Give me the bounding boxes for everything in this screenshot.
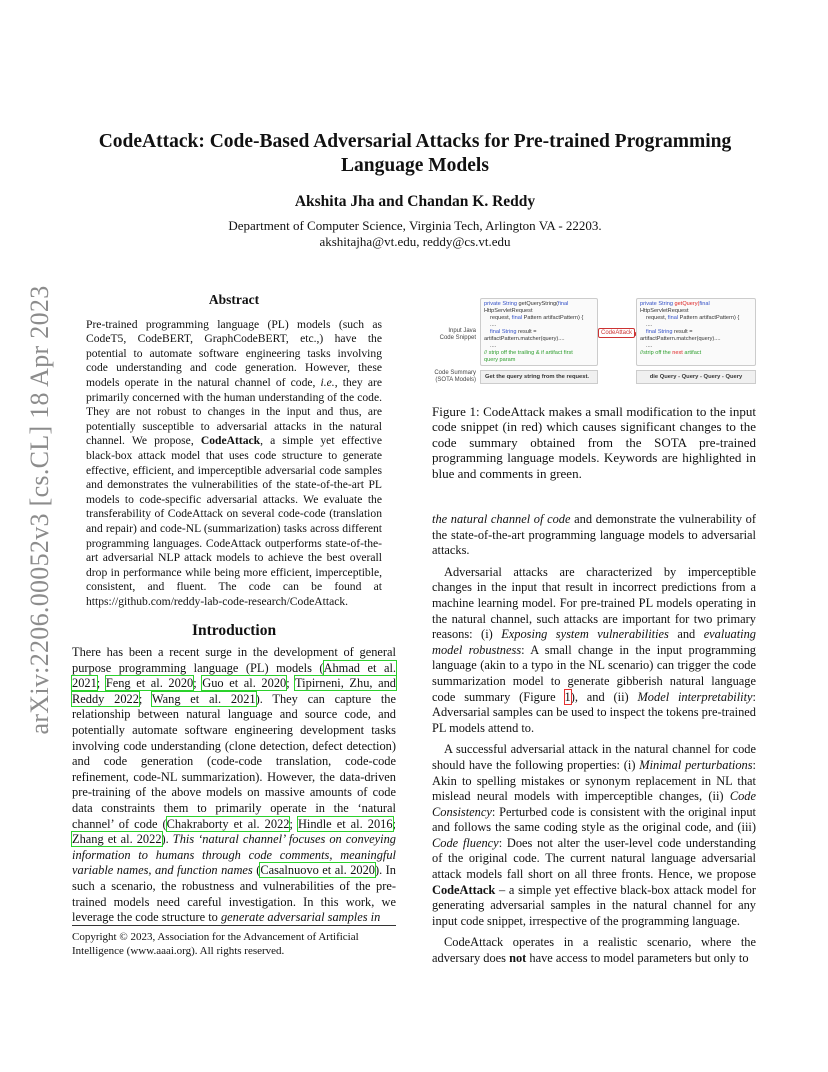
left-column <box>72 292 396 926</box>
code-text: getQueryString( <box>518 301 559 307</box>
intro-paragraph: There has been a recent surge in the development of general purpose programming language (PL) models (Ahmad et al. 2021; Feng et al. 2020; Guo et al. 2020; Tipirneni, Zhu, and Reddy 2022; Wang et al. 2021). They can capture the relationship between natural language and source code, and potentially automate software engineering development tasks involving code understanding (clone detection, defect detection) and code generation (code-code translation, code-code refinement, code-NL summarization). However, the data-driven pre-training of the above models on massive amounts of code data constraints them to primarily operate in the ‘natural channel’ of code (Chakraborty et al. 2022; Hindle et al. 2016; Zhang et al. 2022). This ‘natural channel’ focuses on conveying information to humans through code comments, meaningful variable names, and function names (Casalnuovo et al. 2020). In such a scenario, the robustness and vulnerabilities of the pre-trained models need careful investigation. In this work, we leverage the code structure to generate adversarial samples in <box>72 645 397 925</box>
paragraph-text: have access to model parameters but only to <box>526 951 749 966</box>
input-code-label <box>432 328 476 342</box>
paragraph-text: ), and (ii) <box>570 689 638 704</box>
abstract-ie: i.e. <box>320 375 335 389</box>
code-line: .... <box>490 343 497 349</box>
original-code-box <box>480 298 598 366</box>
code-text: request, <box>490 315 512 321</box>
author-affiliation <box>70 218 760 250</box>
paragraph-text: CodeAttack operates in a realistic scenario, where the adversary does <box>432 935 756 966</box>
paper-title <box>70 130 760 178</box>
codeattack-badge: CodeAttack <box>598 328 635 338</box>
italic-phrase: Code fluency <box>432 835 499 850</box>
italic-phrase: Minimal perturbations <box>639 757 753 772</box>
paragraph-text: : Does not alter the user-level code understanding of the original code. The current natural language adversarial attack models fall short on all three fronts. Hence, we propose <box>432 835 757 882</box>
summary-label <box>432 370 476 384</box>
comment-text: artifact <box>682 350 702 356</box>
code-line <box>640 329 752 336</box>
citation-link[interactable]: Hindle et al. 2016 <box>297 816 393 831</box>
input-label-line-1: Input Java <box>448 328 476 334</box>
code-text: result = <box>672 329 693 335</box>
intro-italic-2: generate adversarial samples in <box>220 910 381 925</box>
title-line-2: Language Models <box>341 155 489 176</box>
code-line: artifactPattern.matcher(query).... <box>484 336 565 342</box>
italic-phrase: Code Consistency <box>432 789 756 819</box>
citation-link[interactable]: Feng et al. 2020 <box>105 676 194 691</box>
continued-paragraph <box>432 512 756 559</box>
keyword: final <box>667 315 679 321</box>
citation-link[interactable]: Tipirneni, Zhu, and Reddy 2022 <box>72 676 396 706</box>
code-line <box>484 329 594 336</box>
keyword: final <box>511 315 523 321</box>
abstract-text-2: , they are primarily concerned with the human understanding of the code. They are not robust to changes in the input and thus, are potentially susceptible to adversarial attacks in the natural channel. We propose, <box>86 375 382 448</box>
summary-label-line-2: (SOTA Models) <box>435 377 476 383</box>
code-comment: // strip off the trailing & if artifact first <box>484 350 573 356</box>
italic-phrase: Exposing system vulnerabilities <box>501 627 669 642</box>
abstract-heading: Abstract <box>208 292 260 307</box>
italic-phrase: the natural channel of code <box>432 512 571 526</box>
keyword: final <box>646 329 657 335</box>
code-line <box>640 315 752 322</box>
intro-italic-1: This ‘natural channel’ focuses on conveying information to humans through code comments, meaningful variable names, and function names <box>72 832 396 878</box>
keyword: String <box>657 329 673 335</box>
keyword: private <box>484 301 501 307</box>
intro-text-3: ). <box>161 832 173 847</box>
paragraph-text: – a simple yet effective black-box attack model for generating adversarial samples in the natural channel for any input code snippet, irrespective of the programming language. <box>432 882 756 928</box>
code-text: result = <box>516 329 537 335</box>
code-text: request, <box>646 315 668 321</box>
code-line <box>484 301 594 308</box>
abstract-method-name: CodeAttack <box>200 434 261 448</box>
paragraph-text: : Adversarial samples can be used to inspect the tokens pre-trained PL models attend to. <box>432 689 756 735</box>
keyword: String <box>658 301 673 307</box>
keyword: private <box>640 301 657 307</box>
citation-link[interactable]: Wang et al. 2021 <box>151 691 256 706</box>
citation-link[interactable]: Zhang et al. 2022 <box>72 832 162 847</box>
author-emails: akshitajha@vt.edu, reddy@cs.vt.edu <box>319 234 511 249</box>
paragraph-text: : Akin to spelling mistakes or synonym replacement in NL that mislead neural models with imperceptible changes, (ii) <box>432 757 756 804</box>
citation-link[interactable]: Guo et al. 2020 <box>202 676 287 691</box>
properties-paragraph <box>432 742 756 929</box>
adversarial-code-box <box>636 298 756 366</box>
code-line: HttpServletRequest <box>640 308 689 314</box>
title-line-1: CodeAttack: Code-Based Adversarial Attacks for Pre-trained Programming <box>98 131 732 152</box>
attacks-paragraph <box>432 565 756 737</box>
figure-1-caption: Figure 1: CodeAttack makes a small modification to the input code snippet (in red) which causes significant changes to the code summary obtained from the SOTA pre-trained programming language models. Keywords are highlighted in blue and comments in green. <box>432 404 756 481</box>
intro-text-1: There has been a recent surge in the development of general purpose programming language (PL) models ( <box>72 645 396 675</box>
code-line: HttpServletRequest <box>484 308 533 314</box>
introduction-heading: Introduction <box>191 622 277 640</box>
abstract-text-3: , a simple yet effective black-box attack model that uses code structure to generate effective, efficient, and imperceptible adversarial code samples and demonstrates the vulnerabilities of the state-of-the-art PL models to code-specific adversarial attacks. We evaluate the transferability of CodeAttack on several code-code (translation and repair) and code-NL (summarization) tasks across different programming languages. CodeAttack outperforms state-of-the-art adversarial NLP attack models to achieve the best overall drop in performance while being more efficient, imperceptible, consistent, and fluent. The code can be found at https://github.com/reddy-lab-code-research/CodeAttack. <box>86 434 382 608</box>
affiliation-line: Department of Computer Science, Virginia Tech, Arlington VA - 22203. <box>228 218 602 233</box>
code-comment: query param <box>484 357 516 363</box>
copyright-footnote: Copyright © 2023, Association for the Advancement of Artificial Intelligence (www.aaai.org). All rights reserved. <box>72 925 396 958</box>
code-line <box>484 315 594 322</box>
original-summary: Get the query string from the request. <box>480 370 598 384</box>
summary-label-line-1: Code Summary <box>434 370 476 376</box>
code-comment <box>640 350 752 357</box>
keyword: String <box>501 329 517 335</box>
code-text: Pattern artifactPattern) { <box>522 315 584 321</box>
perturbed-token: getQuery( <box>674 301 700 307</box>
keyword: final <box>490 329 501 335</box>
figure-reference-link[interactable]: 1 <box>564 689 571 704</box>
code-line: .... <box>646 322 653 328</box>
paragraph-text: and <box>668 627 704 642</box>
paper-authors: Akshita Jha and Chandan K. Reddy <box>294 193 536 210</box>
citation-link[interactable]: Chakraborty et al. 2022 <box>166 816 290 831</box>
figure-1 <box>432 296 756 388</box>
bold-phrase: CodeAttack <box>432 882 496 897</box>
input-label-line-2: Code Snippet <box>439 335 476 341</box>
paragraph-text: A successful adversarial attack in the natural channel for code should have the following properties: (i) <box>432 742 756 772</box>
citation-link[interactable]: Casalnuovo et al. 2020 <box>260 863 375 878</box>
italic-phrase: Model interpretability <box>637 689 753 704</box>
code-line: .... <box>490 322 497 328</box>
right-column <box>432 512 756 967</box>
paragraph-text: Adversarial attacks are characterized by imperceptible changes in the input that result in incorrect predictions from a machine learning model. For pre-trained PL models operating in the natural channel, such attacks are important for two primary reasons: (i) <box>432 564 756 642</box>
paragraph-text: : A small change in the input programming language (akin to a typo in the NL scenario) can trigger the code summarization model to generate gibberish natural language code summary (Figure <box>432 642 757 704</box>
comment-text: //strip off the <box>640 350 673 356</box>
scenario-paragraph <box>432 935 756 966</box>
bold-phrase: not <box>509 951 527 966</box>
arxiv-identifier: arXiv:2206.00052v3 [cs.CL] 18 Apr 2023 <box>25 285 54 735</box>
intro-text-4: ). In such a scenario, the robustness and vulnerabilities of the pre-trained models need careful investigation. In this work, we leverage the code structure to <box>72 863 397 925</box>
abstract-body <box>86 318 382 610</box>
code-line <box>640 301 752 308</box>
abstract-text-1: Pre-trained programming language (PL) models (such as CodeT5, CodeBERT, GraphCodeBERT, etc.,) have the potential to automate software engineering tasks involving code understanding and code generation. However, these models operate in the natural channel of code, <box>86 317 382 389</box>
keyword: String <box>502 301 517 307</box>
adversarial-summary: die Query - Query - Query - Query <box>636 370 756 384</box>
paragraph-text: : Perturbed code is consistent with the original input and follows the same coding style as the original code, and (iii) <box>432 804 756 835</box>
code-line: artifactPattern.matcher(query).... <box>640 336 721 342</box>
code-text: Pattern artifactPattern) { <box>678 315 740 321</box>
arxiv-stamp <box>20 280 60 740</box>
italic-phrase: evaluating model robustness <box>432 627 756 657</box>
code-line: .... <box>646 343 653 349</box>
paragraph-text: and demonstrate the vulnerability of the state-of-the-art programming language models to adversarial attacks. <box>432 512 756 558</box>
perturbed-token: next <box>672 350 683 356</box>
keyword: final <box>558 301 569 307</box>
citation-link[interactable]: Ahmad et al. 2021 <box>72 660 396 691</box>
intro-text-2: ). They can capture the relationship between natural language and source code, and potentially automate software engineering development tasks involving code understanding (clone detection, defect detection) and code generation (code-code translation, code-code refinement, code-NL summarization). However, the data-driven pre-training of the above models on massive amounts of code data constraints them to primarily operate in the ‘natural channel’ of code ( <box>72 691 396 831</box>
keyword: final <box>699 301 710 307</box>
